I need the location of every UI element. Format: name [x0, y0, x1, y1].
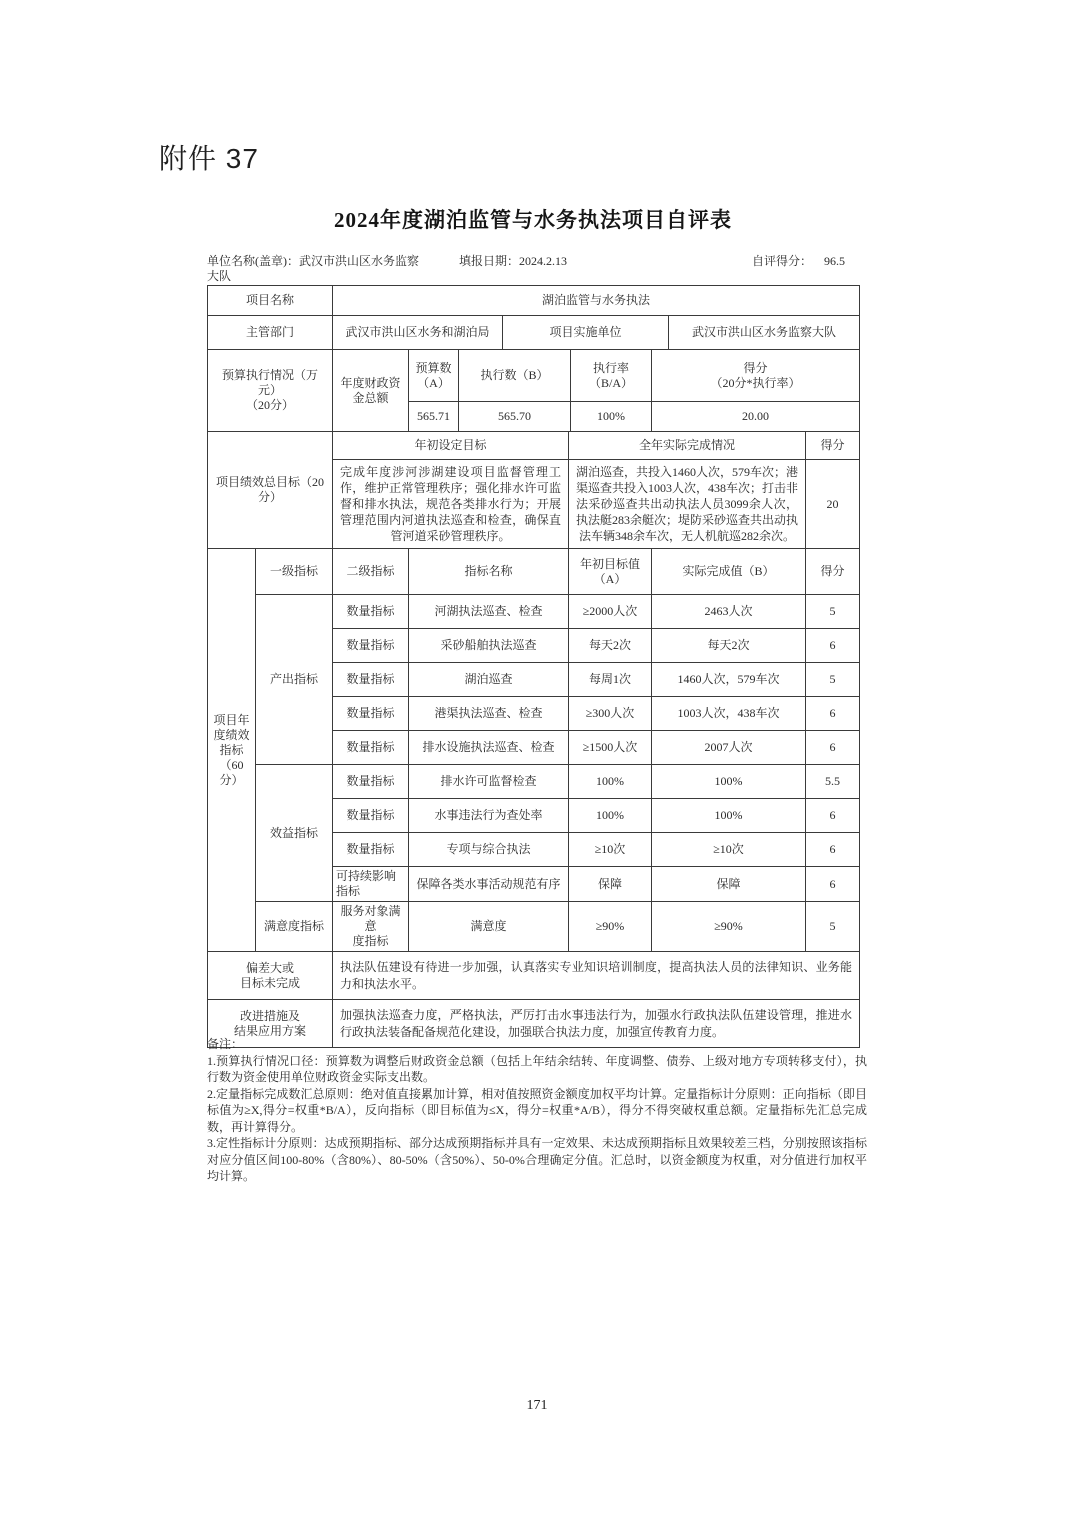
indicator-table [207, 548, 860, 952]
goal-score-value: 20 [806, 460, 860, 549]
page-title: 2024年度湖泊监管与水务执法项目自评表 [334, 208, 732, 232]
footnote-item: 3.定性指标计分原则：达成预期指标、部分达成预期指标并具有一定效果、未达成预期指标且效果较差三档，分别按照该指标对应分值区间100-80%（含80%）、80-50%（含50%）、50-0%合理确定分值。汇总时，以资金额度为权重，对分值进行加权平均计算。 [207, 1136, 867, 1183]
goal-row-label: 项目绩效总目标（20分） [208, 432, 333, 549]
budget-value-a: 565.71 [409, 402, 459, 432]
table-row: 数量指标 采砂船舶执法巡查 每天2次 每天2次 6 [208, 629, 860, 663]
report-date: 填报日期：2024.2.13 [459, 254, 568, 268]
table-row: 数量指标 湖泊巡查 每周1次 1460人次，579车次 5 [208, 663, 860, 697]
table-row: 满意度指标 服务对象满意 度指标 满意度 ≥90% ≥90% 5 [208, 902, 860, 952]
footnotes [207, 1036, 867, 1185]
indicator-row-label: 项目年度绩效指标（60分） [208, 549, 256, 952]
deviation-content: 执法队伍建设有待进一步加强，认真落实专业知识培训制度，提高执法人员的法律知识、业务能力和执法水平。 [333, 952, 860, 1000]
table-row: 产出指标 数量指标 河湖执法巡查、检查 ≥2000人次 2463人次 5 [208, 595, 860, 629]
page-number: 171 [526, 1398, 548, 1413]
table-row: 数量指标 港渠执法巡查、检查 ≥300人次 1003人次，438车次 6 [208, 697, 860, 731]
project-name-value: 湖泊监管与水务执法 [333, 286, 860, 316]
impl-unit-value: 武汉市洪山区水务监察大队 [669, 316, 860, 350]
improvement-content: 加强执法巡查力度，严格执法，严厉打击水事违法行为，加强水行政执法队伍建设管理，推进水行政执法装备配备规范化建设，加强联合执法力度，加强宣传教育力度。 [333, 1000, 860, 1048]
goal-actual-text: 湖泊巡查，共投入1460人次，579车次；港渠巡查共投入1003人次，438车次；打击非法采砂巡查共出动执法人员3099余人次，执法艇283余艇次；堤防采砂巡查共出动执法车辆348余车次，无人机航巡282余次。 [569, 460, 806, 549]
footnote-item: 2.定量指标完成数汇总原则：绝对值直接累加计算，相对值按照资金额度加权平均计算。定量指标计分原则：正向指标（即目标值为≥X,得分=权重*B/A），反向指标（即目标值为≤X，得分=权重*A/B），得分不得突破权重总额。定量指标先汇总完成数，再计算得分。 [207, 1086, 867, 1134]
level1-benefit: 效益指标 [256, 765, 333, 902]
level1-satisfaction: 满意度指标 [256, 902, 333, 952]
budget-col-rate: 执行率（B/A） [571, 350, 652, 402]
goal-col-score: 得分 [806, 432, 860, 460]
table-row: 数量指标 专项与综合执法 ≥10次 ≥10次 6 [208, 833, 860, 867]
budget-col-a: 预算数 （A） [409, 350, 459, 402]
level1-output: 产出指标 [256, 595, 333, 765]
goal-col-target: 年初设定目标 [333, 432, 569, 460]
goal-table [207, 431, 860, 549]
footnote-item: 1.预算执行情况口径：预算数为调整后财政资金总额（包括上年结余结转、年度调整、债券、上级对地方专项转移支付），执行数为资金使用单位财政资金实际支出数。 [207, 1053, 867, 1084]
col-level2: 二级指标 [333, 549, 409, 595]
goal-col-actual: 全年实际完成情况 [569, 432, 806, 460]
goal-target-text: 完成年度涉河涉湖建设项目监督管理工作，维护正常管理秩序；强化排水许可监督和排水执法，规范各类排水行为；开展管理范围内河道执法巡查和检查，确保直管河道采砂管理秩序。 [333, 460, 569, 549]
budget-row-label: 预算执行情况（万元） （20分） [208, 350, 333, 432]
unit-name: 单位名称(盖章)：武汉市洪山区水务监察大队 [207, 254, 419, 283]
budget-fund-label: 年度财政资金总额 [333, 350, 409, 432]
col-name: 指标名称 [409, 549, 569, 595]
budget-table [207, 349, 860, 432]
table-row: 可持续影响指标 保障各类水事活动规范有序 保障 保障 6 [208, 867, 860, 902]
table-row: 效益指标 数量指标 排水许可监督检查 100% 100% 5.5 [208, 765, 860, 799]
project-info-table [207, 285, 860, 350]
col-actual: 实际完成值（B） [652, 549, 806, 595]
budget-col-b: 执行数（B） [459, 350, 571, 402]
project-name-label: 项目名称 [208, 286, 333, 316]
budget-value-b: 565.70 [459, 402, 571, 432]
form-header [207, 254, 859, 284]
table-row: 数量指标 排水设施执法巡查、检查 ≥1500人次 2007人次 6 [208, 731, 860, 765]
summary-table [207, 951, 860, 1048]
table-row: 数量指标 水事违法行为查处率 100% 100% 6 [208, 799, 860, 833]
dept-label: 主管部门 [208, 316, 333, 350]
evaluation-table [207, 285, 859, 1048]
deviation-label: 偏差大或 目标未完成 [208, 952, 333, 1000]
footnotes-title: 备注： [207, 1037, 244, 1051]
budget-col-score: 得分 （20分*执行率） [652, 350, 860, 402]
self-score: 自评得分： 96.5 [751, 254, 845, 268]
col-level1: 一级指标 [256, 549, 333, 595]
col-score: 得分 [806, 549, 860, 595]
impl-unit-label: 项目实施单位 [503, 316, 669, 350]
budget-value-score: 20.00 [652, 402, 860, 432]
improvement-label: 改进措施及 结果应用方案 [208, 1000, 333, 1048]
attachment-label: 附件 37 [159, 143, 259, 174]
dept-value: 武汉市洪山区水务和湖泊局 [333, 316, 503, 350]
budget-value-rate: 100% [571, 402, 652, 432]
col-target: 年初目标值 （A） [569, 549, 652, 595]
